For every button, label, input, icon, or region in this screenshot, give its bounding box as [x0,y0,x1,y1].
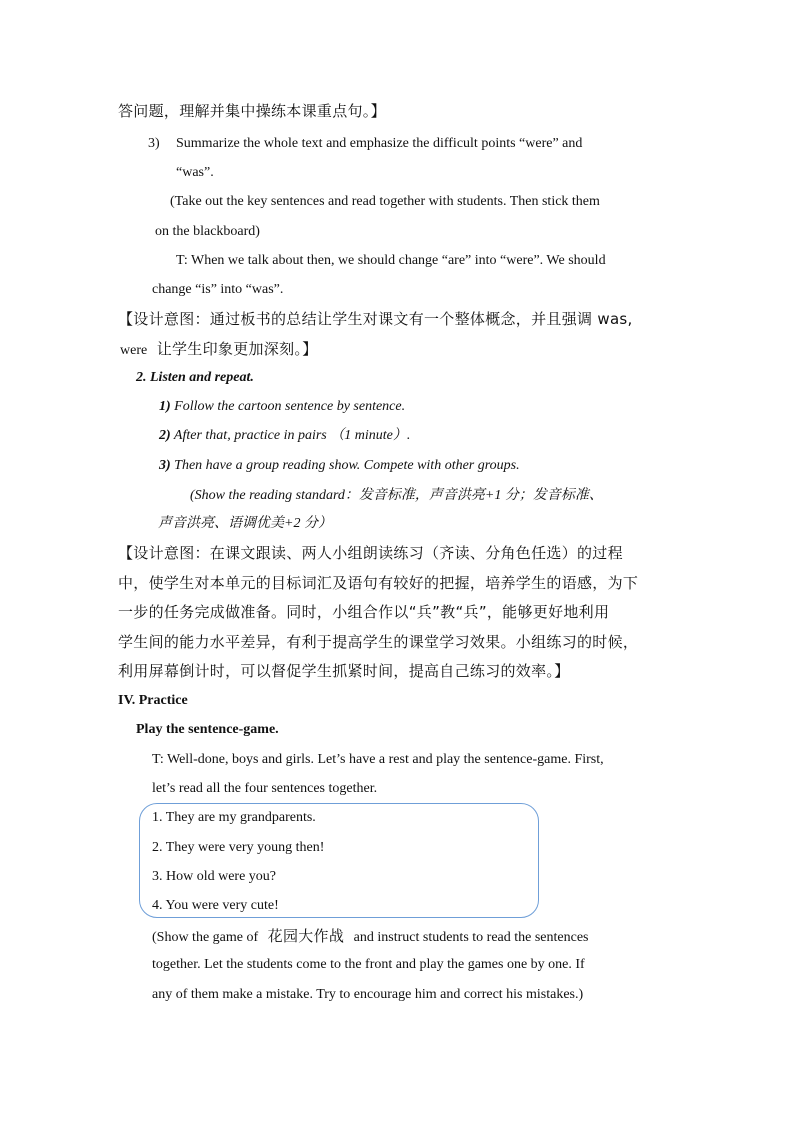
step-3-text: Then have a group reading show. Compete with other groups. [174,458,520,473]
intro-paragraph-end: 答问题，理解并集中操练本课重点句。】 [118,102,386,120]
practice-teacher-line-1: T: Well-done, boys and girls. Let’s have a rest and play the sentence-game. First, [152,752,604,767]
blackboard-instruction-line-1: (Take out the key sentences and read together with students. Then stick them [170,194,600,209]
step-2-number: 2) [159,428,171,443]
summarize-line-1: Summarize the whole text and emphasize the difficult points “were” and [176,136,583,151]
design-intent-2-line-3: 一步的任务完成做准备。同时，小组合作以“兵”教“兵”，能够更好地利用 [118,603,610,621]
teacher-speech-line-2: change “is” into “was”. [152,282,284,297]
design-intent-1-en: were [120,343,148,358]
game-note-text-a: (Show the game of [152,930,259,945]
teacher-speech-line-1: T: When we talk about then, we should change “are” into “were”. We should [176,253,606,268]
summarize-line-2: “was”. [176,165,214,180]
design-intent-2-line-5: 利用屏幕倒计时，可以督促学生抓紧时间，提高自己练习的效率。】 [118,662,570,680]
reading-standard-line-2: 声音洪亮、语调优美+2 分） [158,516,332,531]
listen-step-1 [159,397,405,417]
game-note-line-2: together. Let the students come to the front and play the games one by one. If [152,957,585,972]
listen-step-3 [159,456,520,476]
design-intent-1-line-1: 【设计意图：通过板书的总结让学生对课文有一个整体概念，并且强调 was, [118,310,633,328]
reading-standard-line-1: (Show the reading standard：发音标准，声音洪亮+1 分；发音标准、 [190,488,603,503]
game-name: 花园大作战 [267,927,345,945]
sentence-item: 4. You were very cute! [152,898,279,913]
sentence-item: 3. How old were you? [152,869,277,884]
design-intent-2-line-1: 【设计意图：在课文跟读、两人小组朗读练习（齐读、分角色任选）的过程 [118,544,623,562]
game-note-line-3: any of them make a mistake. Try to encourage him and correct his mistakes.) [152,987,584,1002]
design-intent-2-line-2: 中，使学生对本单元的目标词汇及语句有较好的把握，培养学生的语感，为下 [118,574,639,592]
sentence-item: 1. They are my grandparents. [152,810,316,825]
game-note-text-b: and instruct students to read the sentences [353,930,589,945]
design-intent-2-line-4: 学生间的能力水平差异，有利于提高学生的课堂学习效果。小组练习的时候， [118,633,639,651]
practice-subheading: Play the sentence-game. [136,722,279,737]
design-intent-1-line-2 [120,339,318,361]
listen-repeat-heading: 2. Listen and repeat. [136,370,254,385]
practice-heading: IV. Practice [118,693,188,708]
step-1-text: Follow the cartoon sentence by sentence. [174,399,406,414]
sentence-item: 2. They were very young then! [152,840,325,855]
blackboard-instruction-line-2: on the blackboard) [155,224,260,239]
step-number: 3) [148,136,160,151]
listen-step-2 [159,426,410,446]
step-3-number: 3) [159,458,171,473]
practice-teacher-line-2: let’s read all the four sentences together. [152,781,378,796]
step-2-text: After that, practice in pairs （1 minute）. [173,428,411,443]
design-intent-1-cn: 让学生印象更加深刻。】 [156,340,318,358]
step-1-number: 1) [159,399,171,414]
game-note-line-1 [152,926,589,948]
